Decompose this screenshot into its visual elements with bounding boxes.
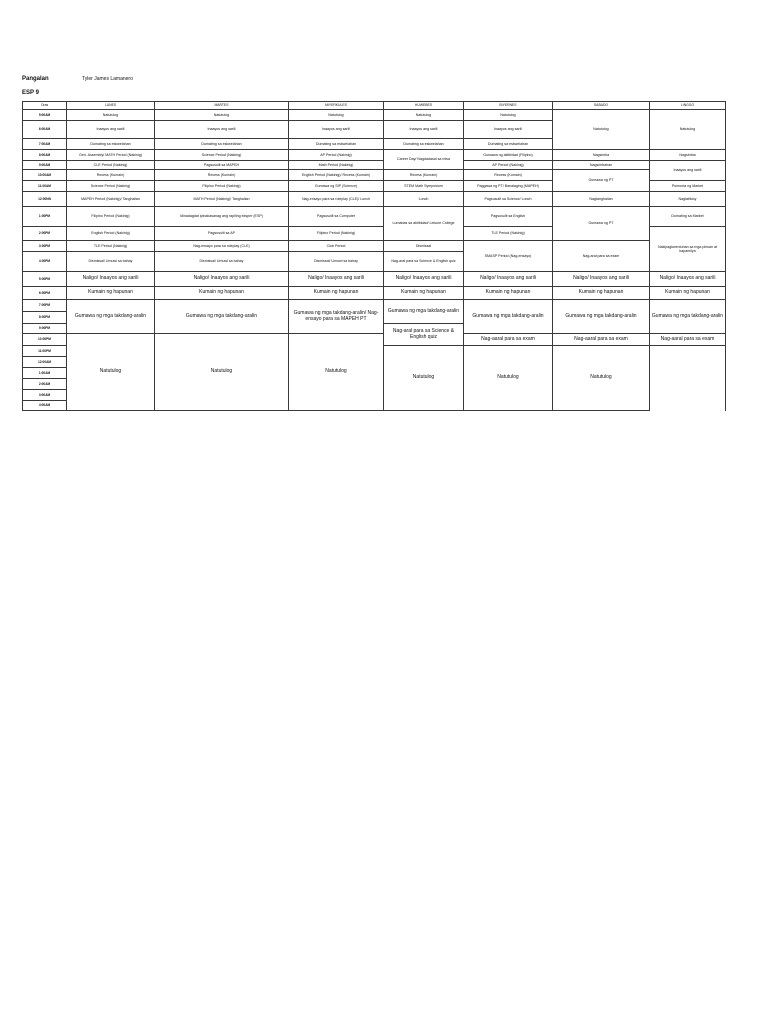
- activity-cell: Gumawa ng mga takdang-aralin: [67, 300, 155, 334]
- activity-cell: Pagsusulit sa MAPEH: [155, 161, 289, 170]
- column-header: MARTES: [155, 102, 289, 110]
- activity-cell: Nag-aral para sa exam: [553, 241, 650, 272]
- column-header: Oras: [23, 102, 67, 110]
- activity-cell: Dismissal/ Umuwi sa bahay: [155, 252, 289, 272]
- activity-cell: Idinadagdat ipinakasanag ang rapiling eksper (ESP): [155, 207, 289, 227]
- activity-cell: Kumain ng hapunan: [553, 287, 650, 300]
- schedule-row: [23, 241, 726, 252]
- time-cell: 12:00AM: [23, 357, 67, 368]
- activity-cell: Nakipagkwentuhan sa mga pinsan at kapamilya: [650, 227, 726, 272]
- name-label: Pangalan: [22, 76, 49, 82]
- weekly-schedule-table: [22, 101, 726, 411]
- activity-cell: Kumain ng hapunan: [67, 287, 155, 300]
- activity-cell: Recess (Kumain): [67, 170, 155, 181]
- activity-cell: Natutulog: [289, 334, 384, 411]
- activity-cell: SMASP Period (Nag-ensayo): [464, 241, 553, 272]
- activity-cell: Gumawa ng mga takdang-aralin: [384, 300, 464, 324]
- activity-cell: Inaayos ang sarili: [384, 121, 464, 139]
- activity-cell: Inaayos ang sarili: [155, 121, 289, 139]
- activity-cell: Math Period (Nakinig): [289, 161, 384, 170]
- activity-cell: Dismissal: [384, 241, 464, 252]
- activity-cell: Nagtatiktoy: [650, 192, 726, 207]
- activity-cell: Lunch: [384, 192, 464, 207]
- time-cell: 11:00AM: [23, 181, 67, 192]
- activity-cell: Nagsimbahan: [553, 161, 650, 170]
- activity-cell: Naligo/ Inaayos ang sarili: [384, 272, 464, 287]
- time-cell: 6:00PM: [23, 287, 67, 300]
- activity-cell: Nag-ensayo para sa roleplay (CLE): [155, 241, 289, 252]
- time-cell: 4:00PM: [23, 252, 67, 272]
- schedule-row: [23, 192, 726, 207]
- activity-cell: Dumating sa eskwelahan: [67, 139, 155, 150]
- activity-cell: Kumain ng hapunan: [650, 287, 726, 300]
- time-cell: 10:00PM: [23, 334, 67, 346]
- activity-cell: Dismissal/ Umuwi sa bahay: [67, 252, 155, 272]
- activity-cell: CLE Period (Nakinig): [67, 161, 155, 170]
- activity-cell: TLE Period (Nakinig): [464, 227, 553, 241]
- column-header: MIYERKULES: [289, 102, 384, 110]
- activity-cell: Science Period (Nakinig): [155, 150, 289, 161]
- header-row: [23, 102, 726, 110]
- activity-cell: Kumain ng hapunan: [289, 287, 384, 300]
- student-name: Tyler James Lamanero: [82, 76, 133, 82]
- schedule-row: [23, 150, 726, 161]
- schedule-row: [23, 334, 726, 346]
- activity-cell: Nag-aral para sa Science & English quiz: [384, 252, 464, 272]
- activity-cell: Nagsimba: [553, 150, 650, 161]
- activity-cell: Natutulog: [384, 346, 464, 411]
- activity-cell: MAPEH Period (Nakinig)/ Tanghalian: [67, 192, 155, 207]
- activity-cell: Gumawa ng PT: [553, 207, 650, 241]
- activity-cell: Pagsusulit sa AP: [155, 227, 289, 241]
- activity-cell: Nagtanghalian: [553, 192, 650, 207]
- activity-cell: Club Period: [289, 241, 384, 252]
- activity-cell: Natutulog: [67, 110, 155, 121]
- activity-cell: Gumawa ng mga takdang-aralin: [553, 300, 650, 334]
- activity-cell: Natutulog: [384, 110, 464, 121]
- activity-cell: Kumain ng hapunan: [464, 287, 553, 300]
- activity-cell: Career Day/ Nagdadasal sa misa: [384, 150, 464, 170]
- schedule-row: [23, 110, 726, 121]
- activity-cell: Natutulog: [155, 110, 289, 121]
- column-header: SABADO: [553, 102, 650, 110]
- activity-cell: AP Period (Nakinig): [464, 161, 553, 170]
- activity-cell: AP Period (Nakinig): [289, 150, 384, 161]
- activity-cell: Naligo/ Inaayos ang sarili: [155, 272, 289, 287]
- activity-cell: Pagsusulit sa Science/ Lunch: [464, 192, 553, 207]
- column-header: BIYERNES: [464, 102, 553, 110]
- activity-cell: Nagsimba: [650, 150, 726, 161]
- schedule-row: [23, 207, 726, 227]
- subject-label: ESP 9: [22, 90, 39, 96]
- time-cell: 11:00PM: [23, 346, 67, 357]
- activity-cell: Recess (Kumain): [464, 170, 553, 181]
- time-cell: 8:00AM: [23, 150, 67, 161]
- activity-cell: Naligo/ Inaayos ang sarili: [553, 272, 650, 287]
- activity-cell: Natutulog: [289, 110, 384, 121]
- activity-cell: Gumawa ng PT: [553, 170, 650, 192]
- time-cell: 5:00AM: [23, 110, 67, 121]
- activity-cell: Inaayos ang sarili: [289, 121, 384, 139]
- activity-cell: Kumain ng hapunan: [384, 287, 464, 300]
- schedule-row: [23, 161, 726, 170]
- activity-cell: Filipino Period (Nakinig): [67, 207, 155, 227]
- activity-cell: Nag-aaral para sa exam: [553, 334, 650, 346]
- time-cell: 9:00PM: [23, 324, 67, 334]
- activity-cell: TLE Period (Nakinig): [67, 241, 155, 252]
- activity-cell: Natutulog: [553, 346, 650, 411]
- activity-cell: Gumawa ng aktibidad (Filipino): [464, 150, 553, 161]
- activity-cell: Paggawa ng PT/ Banalaging (MAPEH): [464, 181, 553, 192]
- activity-cell: Natutulog: [464, 346, 553, 411]
- activity-cell: STEM Math Symposium: [384, 181, 464, 192]
- time-cell: 10:00AM: [23, 170, 67, 181]
- time-cell: 3:00PM: [23, 241, 67, 252]
- column-header: LUNES: [67, 102, 155, 110]
- time-cell: 5:00PM: [23, 272, 67, 287]
- activity-cell: Recess (Kumain): [384, 170, 464, 181]
- activity-cell: Filipino Period (Nakinig): [155, 181, 289, 192]
- column-header: HUWEBES: [384, 102, 464, 110]
- time-cell: 7:00PM: [23, 300, 67, 312]
- activity-cell: English Period (Nakinig): [67, 227, 155, 241]
- time-cell: 7:00AM: [23, 139, 67, 150]
- activity-cell: English Period (Nakinig)/ Recess (Kumain): [289, 170, 384, 181]
- activity-cell: Dumating sa eskwelahan: [155, 139, 289, 150]
- activity-cell: Nag-aral para sa Science & English quiz: [384, 324, 464, 346]
- activity-cell: Recess (Kumain): [155, 170, 289, 181]
- activity-cell: Dismissal/ Umuwi sa bahay: [289, 252, 384, 272]
- activity-cell: MATH Period (Nakinig)/ Tanghalian: [155, 192, 289, 207]
- activity-cell: Dumating sa eskwelahan: [464, 139, 553, 150]
- activity-cell: Dumating sa eskwelahan: [384, 139, 464, 150]
- activity-cell: Gumawa ng mga takdang-aralin/ Nag-ensayo para sa MAPEH PT: [289, 300, 384, 334]
- activity-cell: Nag-aaral para sa exam: [650, 334, 726, 346]
- activity-cell: Lumabas sa aktibidad/ Leisure College: [384, 207, 464, 241]
- activity-cell: Gumawa ng SIP (Science): [289, 181, 384, 192]
- activity-cell: Gumawa ng mga takdang-aralin: [155, 300, 289, 334]
- time-cell: 2:00PM: [23, 227, 67, 241]
- activity-cell: Naligo/ Inaayos ang sarili: [464, 272, 553, 287]
- activity-cell: Inaayos ang sarili: [67, 121, 155, 139]
- activity-cell: Nag-ensayo para sa roleplay (CLE)/ Lunch: [289, 192, 384, 207]
- schedule-row: [23, 170, 726, 181]
- activity-cell: Gen. Assembly/ MATH Period (Nakinig): [67, 150, 155, 161]
- activity-cell: Dumating sa eskwelahan: [289, 139, 384, 150]
- time-cell: 1:00AM: [23, 368, 67, 379]
- time-cell: 1:00PM: [23, 207, 67, 227]
- schedule-row: [23, 300, 726, 312]
- time-cell: 9:00AM: [23, 161, 67, 170]
- activity-cell: Natutulog: [67, 334, 155, 411]
- time-cell: 3:00AM: [23, 390, 67, 401]
- time-cell: 12:00NN: [23, 192, 67, 207]
- activity-cell: Naligo/ Inaayos ang sarili: [67, 272, 155, 287]
- activity-cell: Dumating sa Market: [650, 207, 726, 227]
- activity-cell: Gumawa ng mga takdang-aralin: [464, 300, 553, 334]
- activity-cell: Pagsusulit sa Computer: [289, 207, 384, 227]
- time-cell: 2:00AM: [23, 379, 67, 390]
- time-cell: 8:00PM: [23, 312, 67, 324]
- activity-cell: Natutulog: [464, 110, 553, 121]
- activity-cell: Gumawa ng mga takdang-aralin: [650, 300, 726, 334]
- activity-cell: Naligo/ Inaayos ang sarili: [289, 272, 384, 287]
- time-cell: 4:00AM: [23, 401, 67, 411]
- schedule-row: [23, 272, 726, 287]
- activity-cell: Natutulog: [155, 334, 289, 411]
- activity-cell: Pagsusulit sa English: [464, 207, 553, 227]
- activity-cell: Filipino Period (Nakinig): [289, 227, 384, 241]
- activity-cell: Science Period (Nakinig): [67, 181, 155, 192]
- schedule-row: [23, 287, 726, 300]
- activity-cell: Naligo/ Inaayos ang sarili: [650, 272, 726, 287]
- activity-cell: Inaayos ang sarili: [650, 161, 726, 181]
- activity-cell: Kumain ng hapunan: [155, 287, 289, 300]
- activity-cell: Natutulog: [650, 110, 726, 150]
- column-header: LINGGO: [650, 102, 726, 110]
- time-cell: 6:00AM: [23, 121, 67, 139]
- activity-cell: Inaayos ang sarili: [464, 121, 553, 139]
- activity-cell: Nag-aaral para sa exam: [464, 334, 553, 346]
- activity-cell: Natutulog: [553, 110, 650, 150]
- activity-cell: Pumunta ng Market: [650, 181, 726, 192]
